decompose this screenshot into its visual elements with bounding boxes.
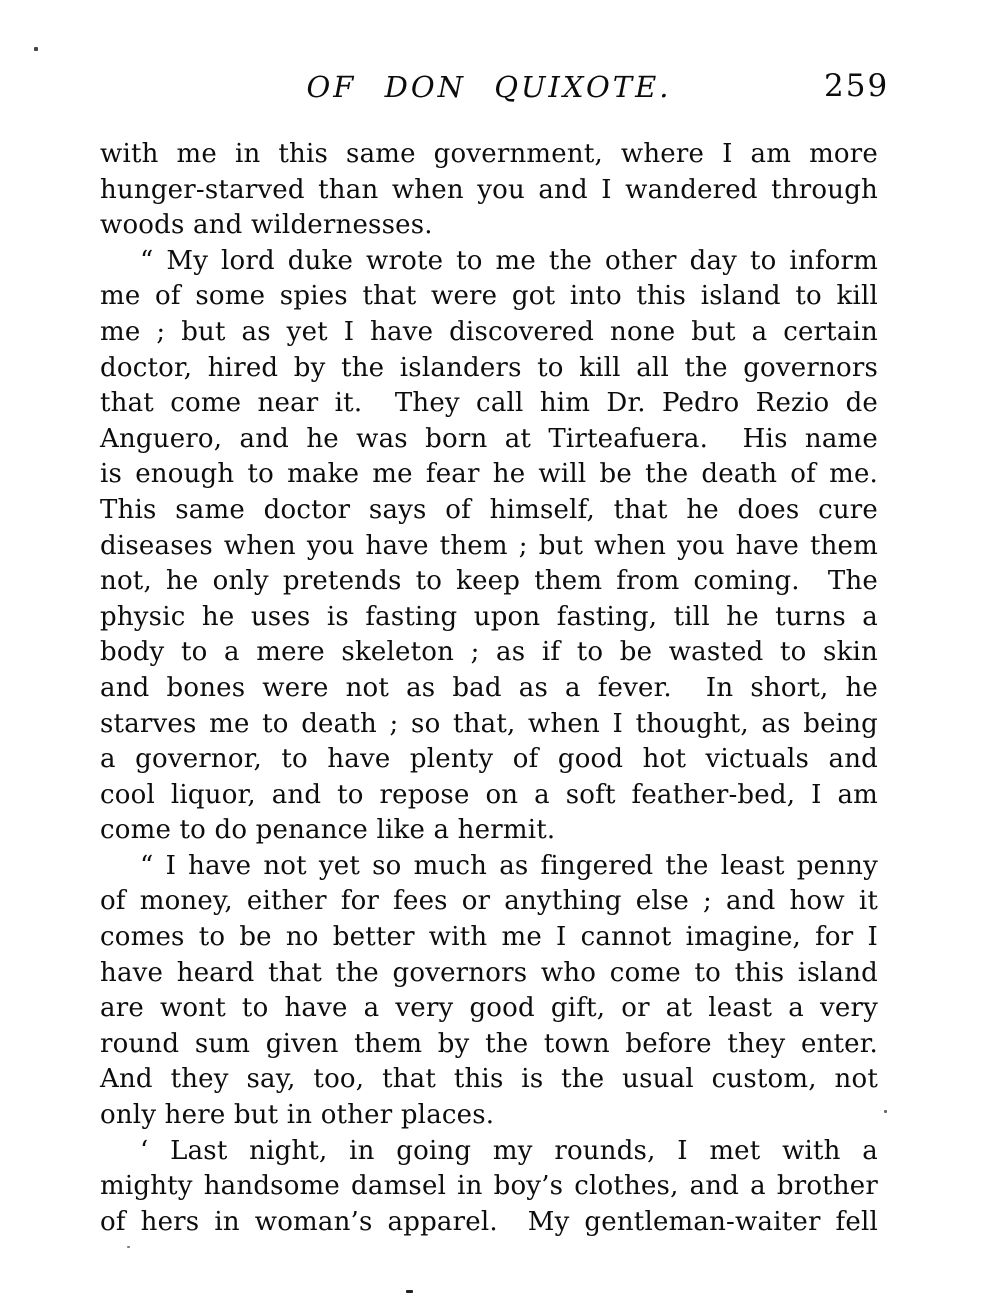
text-line: comes to be no better with me I cannot imagine, for I <box>100 922 878 953</box>
text-line: come to do penance like a hermit. <box>100 815 556 846</box>
text-line: ‘ Last night, in going my rounds, I met with a <box>140 1135 878 1166</box>
text-line: me of some spies that were got into this island to kill <box>100 281 878 312</box>
text-line: This same doctor says of himself, that he does cure <box>100 494 878 525</box>
text-line: that come near it. They call him Dr. Pedro Rezio de <box>100 388 878 419</box>
running-title: OF DON QUIXOTE. <box>306 70 672 104</box>
running-header <box>100 70 878 110</box>
text-line: not, he only pretends to keep them from coming. The <box>100 566 878 597</box>
scan-speck <box>34 47 38 51</box>
text-line: round sum given them by the town before they enter. <box>100 1028 878 1059</box>
text-line: me ; but as yet I have discovered none but a certain <box>100 316 878 347</box>
text-line: hunger-starved than when you and I wandered through <box>100 174 878 205</box>
text-line: is enough to make me fear he will be the death of me. <box>100 459 878 490</box>
text-line: of money, either for fees or anything else ; and how it <box>100 886 878 917</box>
text-line: body to a mere skeleton ; as if to be wasted to skin <box>100 637 878 668</box>
text-line: are wont to have a very good gift, or at least a very <box>100 993 878 1024</box>
scan-speck <box>127 1246 130 1248</box>
paragraph <box>100 849 878 1134</box>
body-text <box>100 137 878 1240</box>
text-line: with me in this same government, where I am more <box>100 139 878 169</box>
text-line: physic he uses is fasting upon fasting, till he turns a <box>100 601 878 632</box>
scan-speck <box>406 1290 413 1293</box>
text-line: of hers in woman’s apparel. My gentleman-waiter fell <box>100 1206 878 1237</box>
text-line: diseases when you have them ; but when you have them <box>100 530 878 561</box>
text-line: starves me to death ; so that, when I thought, as being <box>100 708 878 739</box>
text-line: “ My lord duke wrote to me the other day to inform <box>140 245 878 276</box>
text-line: “ I have not yet so much as fingered the least penny <box>140 850 878 881</box>
text-line: Anguero, and he was born at Tirteafuera. His name <box>100 423 878 454</box>
text-line: mighty handsome damsel in boy’s clothes, and a brother <box>100 1171 878 1202</box>
paragraph <box>100 244 878 849</box>
page-number: 259 <box>824 68 890 104</box>
text-line: and bones were not as bad as a fever. In short, he <box>100 672 878 703</box>
text-line: doctor, hired by the islanders to kill all the governors <box>100 352 878 383</box>
paragraph <box>100 137 878 244</box>
text-line: And they say, too, that this is the usual custom, not <box>100 1064 878 1095</box>
text-line: woods and wildernesses. <box>100 210 433 241</box>
text-line: cool liquor, and to repose on a soft feather-bed, I am <box>100 779 878 810</box>
text-line: have heard that the governors who come to this island <box>100 957 878 988</box>
text-line: a governor, to have plenty of good hot victuals and <box>100 744 878 775</box>
paragraph <box>100 1134 878 1241</box>
text-line: only here but in other places. <box>100 1100 495 1131</box>
scan-speck <box>884 1110 887 1113</box>
